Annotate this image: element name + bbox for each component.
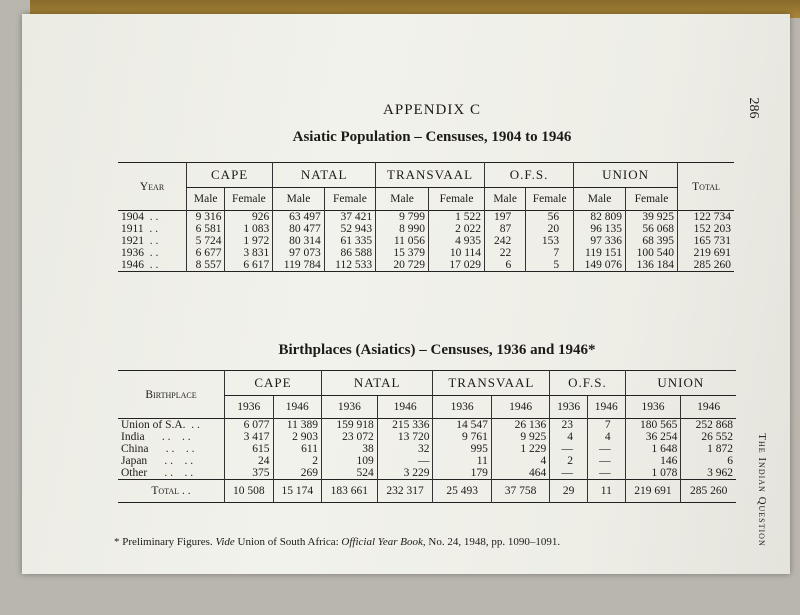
cape-male-column: 9 316 6 581 5 724 6 677 8 557 xyxy=(187,211,225,272)
year-1936-header: 1936 xyxy=(225,396,274,419)
year-1946-header: 1946 xyxy=(491,396,549,419)
transvaal-1936-column: 14 547 9 761 995 11 179 xyxy=(433,419,491,480)
natal-female-column: 37 421 52 943 61 335 86 588 112 533 xyxy=(324,211,375,272)
total-cell: 25 493 xyxy=(433,480,491,503)
total-cell: 10 508 xyxy=(225,480,274,503)
male-header: Male xyxy=(485,188,526,211)
ofs-female-column: 56 20 153 7 5 xyxy=(526,211,574,272)
page-number: 286 xyxy=(746,97,761,119)
running-head: The Indian Question xyxy=(756,433,768,547)
union-male-column: 82 809 96 135 97 336 119 151 149 076 xyxy=(574,211,626,272)
natal-1936-column: 159 918 23 072 38 109 524 xyxy=(322,419,378,480)
natal-male-column: 63 497 80 477 80 314 97 073 119 784 xyxy=(273,211,324,272)
total-cell: 29 xyxy=(550,480,588,503)
female-header: Female xyxy=(526,188,574,211)
ofs-male-column: 197 87 242 22 6 xyxy=(485,211,526,272)
union-1936-column: 180 565 36 254 1 648 146 1 078 xyxy=(625,419,681,480)
total-cell: 219 691 xyxy=(625,480,681,503)
year-1946-header: 1946 xyxy=(273,396,322,419)
table2-title: Birthplaces (Asiatics) – Censuses, 1936 and 1946* xyxy=(278,342,596,358)
group-header-ofs: O.F.S. xyxy=(485,163,574,188)
footnote-source-a: Union of South Africa: xyxy=(237,536,339,548)
total-cell: 285 260 xyxy=(681,480,736,503)
total-row xyxy=(118,480,736,503)
appendix-heading: APPENDIX C xyxy=(383,102,481,118)
total-cell: 15 174 xyxy=(273,480,322,503)
table1-title: Asiatic Population – Censuses, 1904 to 1946 xyxy=(292,129,572,145)
footnote-source-title: Official Year Book xyxy=(341,536,423,548)
group-header-transvaal: TRANSVAAL xyxy=(433,371,550,396)
asiatic-population-table xyxy=(118,162,734,272)
male-header: Male xyxy=(273,188,324,211)
total-cell: 232 317 xyxy=(377,480,433,503)
footnote xyxy=(114,536,674,548)
group-header-natal: NATAL xyxy=(322,371,433,396)
female-header: Female xyxy=(429,188,485,211)
total-column: 122 734 152 203 165 731 219 691 285 260 xyxy=(678,211,735,272)
group-header-cape: CAPE xyxy=(187,163,273,188)
year-1936-header: 1936 xyxy=(433,396,491,419)
total-cell: 37 758 xyxy=(491,480,549,503)
footnote-lead: * Preliminary Figures. xyxy=(114,536,213,548)
cape-1936-column: 6 077 3 417 615 24 375 xyxy=(225,419,274,480)
year-1946-header: 1946 xyxy=(377,396,433,419)
footnote-source-b: , No. 24, 1948, pp. 1090–1091. xyxy=(422,536,561,548)
total-cell: 11 xyxy=(587,480,625,503)
male-header: Male xyxy=(574,188,626,211)
transvaal-1946-column: 26 136 9 925 1 229 4 464 xyxy=(491,419,549,480)
total-header: Total xyxy=(678,163,735,211)
year-1946-header: 1946 xyxy=(587,396,625,419)
group-header-natal: NATAL xyxy=(273,163,376,188)
male-header: Male xyxy=(187,188,225,211)
natal-1946-column: 215 336 13 720 32 — 3 229 xyxy=(377,419,433,480)
ofs-1936-column: 23 4 — 2 — xyxy=(550,419,588,480)
female-header: Female xyxy=(324,188,375,211)
total-label: Total . . xyxy=(151,485,191,497)
birthplaces-table xyxy=(118,370,736,503)
cape-female-column: 926 1 083 1 972 3 831 6 617 xyxy=(225,211,273,272)
footnote-vide: Vide xyxy=(215,536,235,548)
birthplace-column: Union of S.A. . . India . . . . China . . . . Japan . . . . Other . . . . xyxy=(121,419,200,479)
birthplace-header: Birthplace xyxy=(145,388,197,401)
group-header-ofs: O.F.S. xyxy=(550,371,625,396)
cape-1946-column: 11 389 2 903 611 2 269 xyxy=(273,419,322,480)
group-header-union: UNION xyxy=(625,371,736,396)
year-1936-header: 1936 xyxy=(322,396,378,419)
year-header: Year xyxy=(139,180,165,193)
transvaal-female-column: 1 522 2 022 4 935 10 114 17 029 xyxy=(429,211,485,272)
ofs-1946-column: 7 4 — — — xyxy=(587,419,625,480)
year-column: 1904 . . 1911 . . 1921 . . 1936 . . 1946 . . xyxy=(121,211,159,271)
female-header: Female xyxy=(626,188,678,211)
male-header: Male xyxy=(376,188,429,211)
total-cell: 183 661 xyxy=(322,480,378,503)
year-1946-header: 1946 xyxy=(681,396,736,419)
group-header-cape: CAPE xyxy=(225,371,322,396)
female-header: Female xyxy=(225,188,273,211)
union-female-column: 39 925 56 068 68 395 100 540 136 184 xyxy=(626,211,678,272)
transvaal-male-column: 9 799 8 990 11 056 15 379 20 729 xyxy=(376,211,429,272)
group-header-union: UNION xyxy=(574,163,678,188)
year-1936-header: 1936 xyxy=(625,396,681,419)
group-header-transvaal: TRANSVAAL xyxy=(376,163,485,188)
book-page xyxy=(22,14,790,574)
year-1936-header: 1936 xyxy=(550,396,588,419)
union-1946-column: 252 868 26 552 1 872 6 3 962 xyxy=(681,419,736,480)
